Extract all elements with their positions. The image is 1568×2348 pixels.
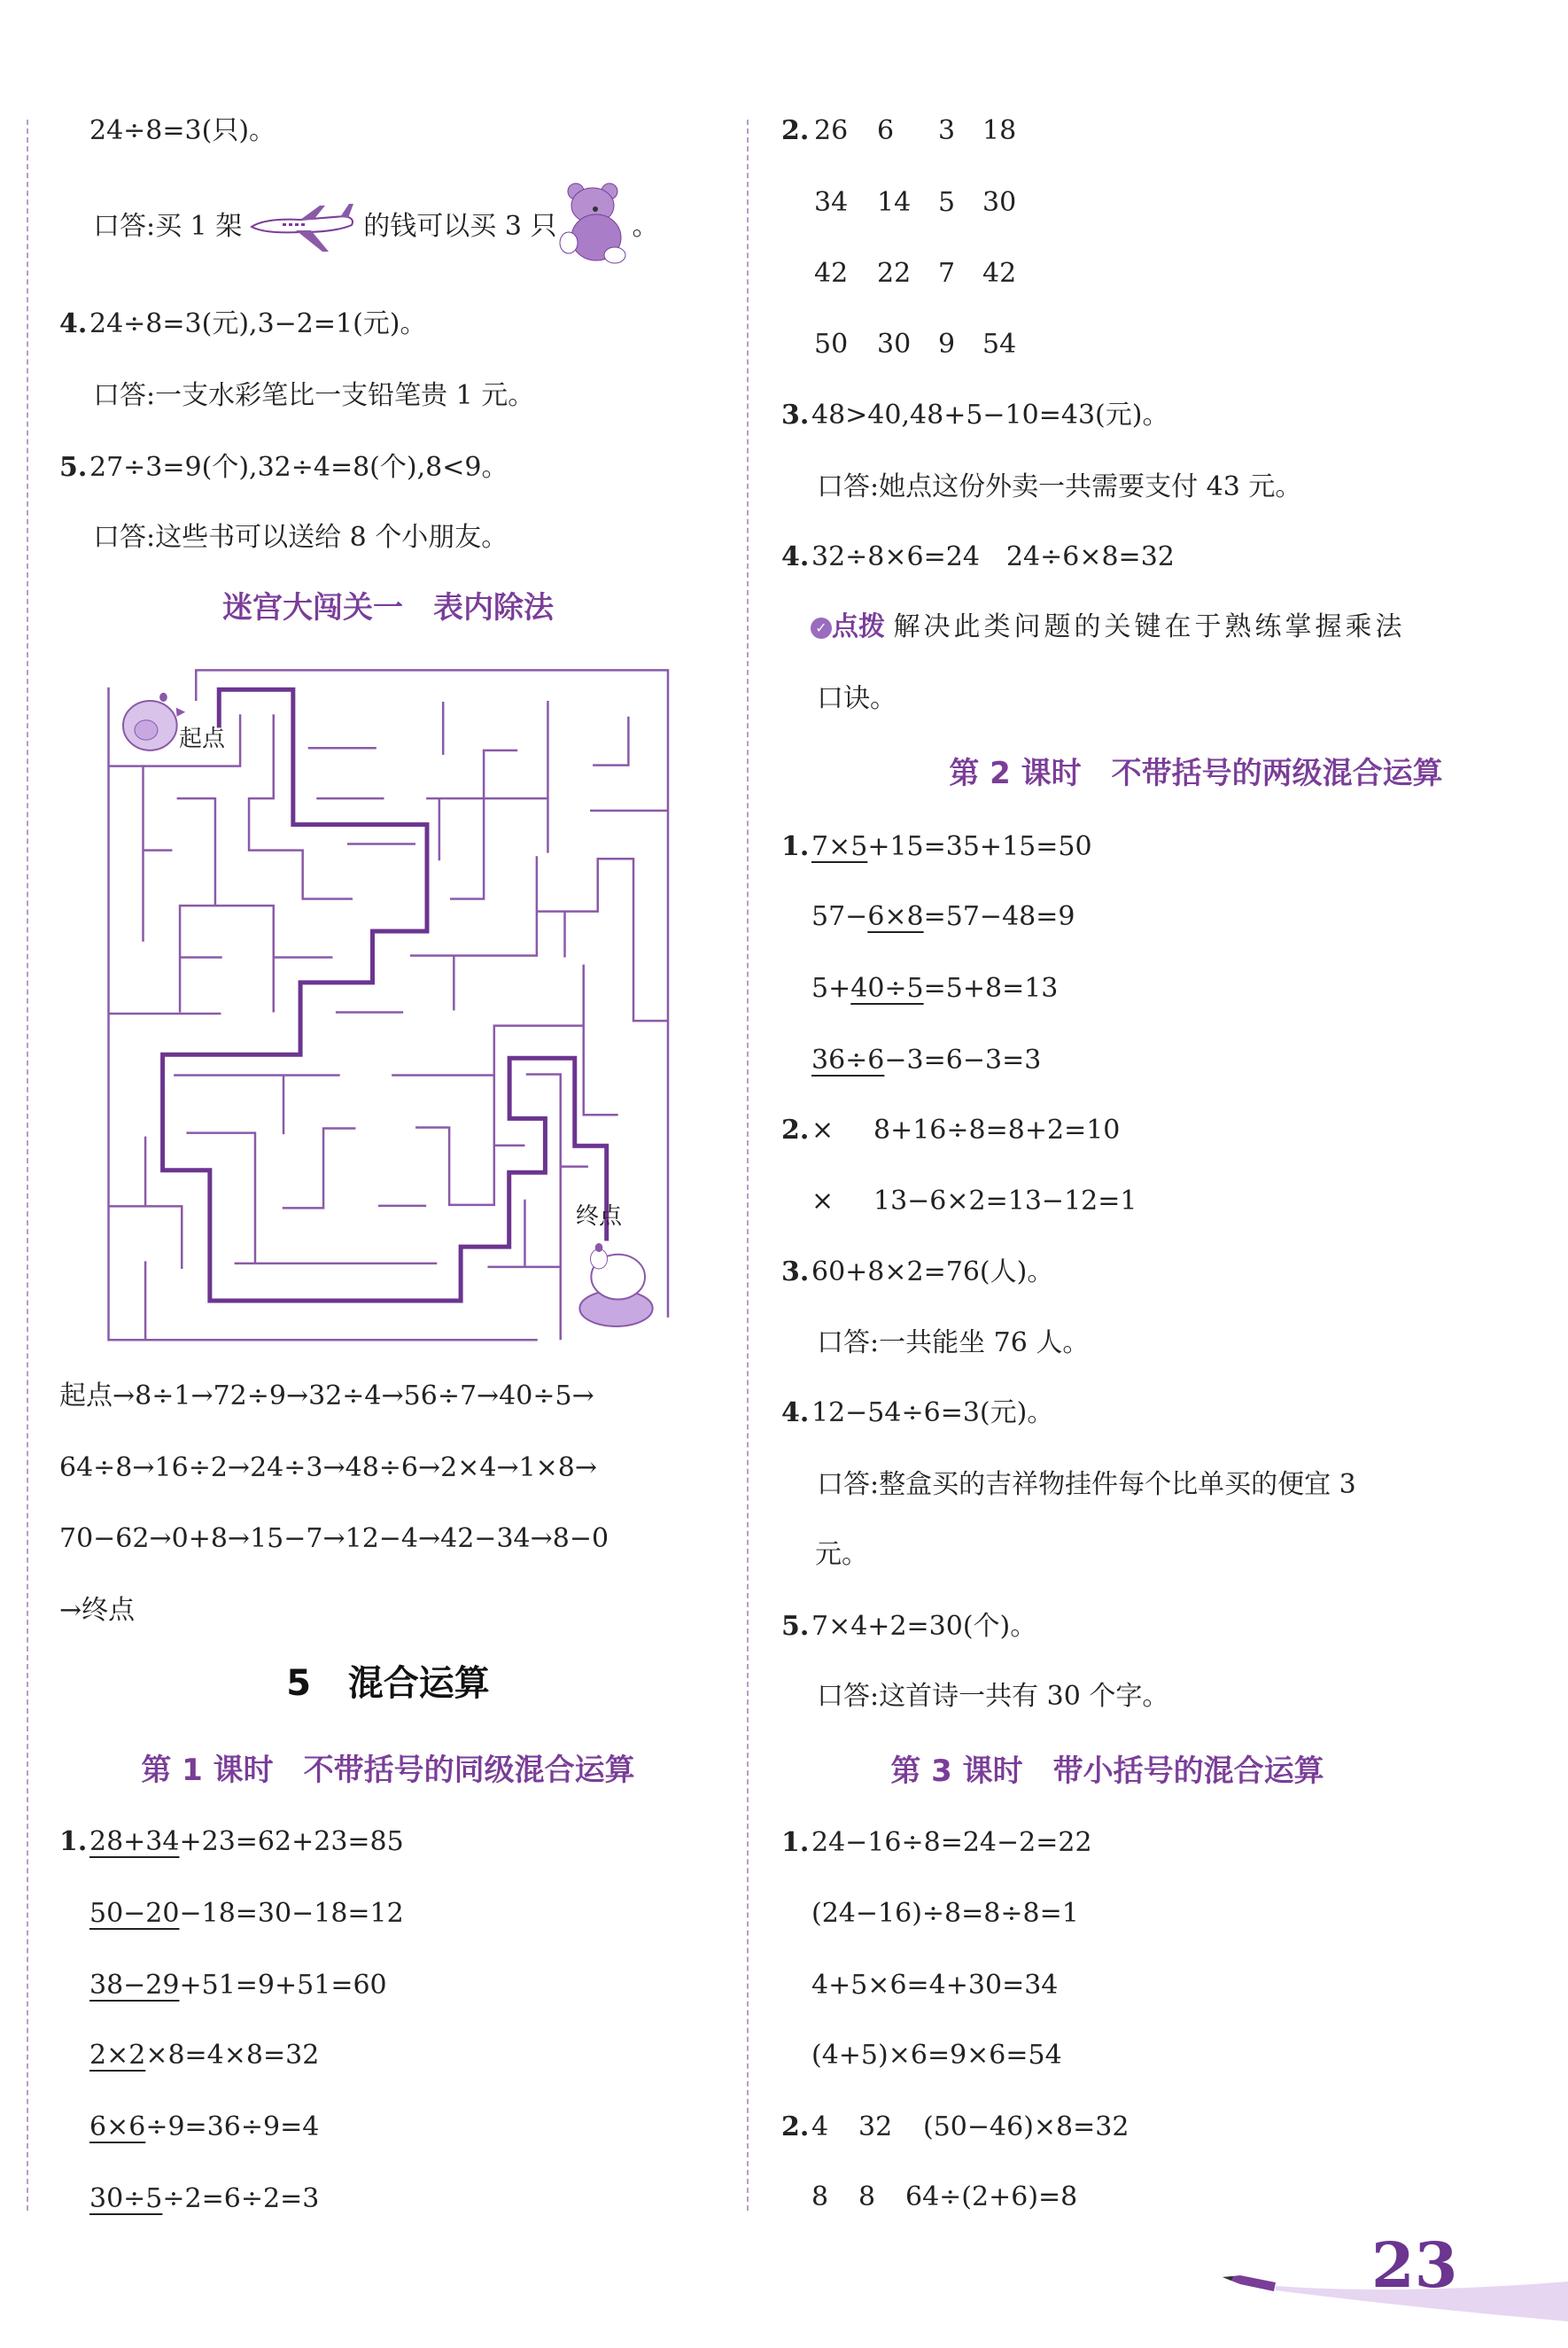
answer-cell: 42 (814, 258, 849, 289)
answer-cell: 30 (877, 329, 912, 360)
lesson-3-title: 第 3 课时 带小括号的混合运算 (890, 1753, 1324, 1789)
equation-line (89, 2110, 319, 2145)
tip-line (811, 610, 1406, 645)
tip-icon: ✓ (811, 618, 832, 639)
answer-row (781, 2180, 1224, 2215)
equation-rest: +15=35+15=50 (867, 831, 1092, 862)
answer-reply: 口答:一共能坐 76 人。 (817, 1327, 1090, 1358)
equation-pre: 5+ (811, 973, 851, 1004)
equation-line (59, 1824, 404, 1860)
underlined-step: 2×2 (89, 2040, 146, 2071)
answer-cell: 34 (814, 187, 849, 218)
answer-row (781, 2110, 1224, 2145)
question-number: 5. (781, 1611, 810, 1642)
answer-reply: 口答:这些书可以送给 8 个小朋友。 (93, 522, 508, 553)
underlined-step: 6×8 (867, 901, 924, 932)
answer-cell: 6 (877, 115, 895, 146)
equation: 60+8×2=76(人)。 (811, 1256, 1054, 1287)
answer-cell: 64÷(2+6)=8 (905, 2181, 1078, 2212)
page-number: 23 (1371, 2228, 1458, 2302)
hen-icon (579, 1243, 652, 1326)
equation: 12−54÷6=3(元)。 (811, 1397, 1054, 1428)
question-number: 2. (781, 1115, 810, 1146)
equation-line: (4+5)×6=9×6=54 (811, 2040, 1062, 2071)
answer-cell: 18 (982, 115, 1017, 146)
equation: 8+16÷8=8+2=10 (873, 1115, 1121, 1146)
reply-text: 口答:买 1 架 (93, 211, 243, 242)
airplane-icon (247, 200, 358, 253)
answer-cell: 5 (938, 187, 956, 218)
maze-route-line: 64÷8→16÷2→24÷3→48÷6→2×4→1×8→ (59, 1452, 598, 1483)
question-4 (59, 307, 427, 342)
answer-cell: 22 (877, 258, 912, 289)
question-number: 4. (59, 308, 88, 339)
unit-number: 5 (286, 1663, 312, 1704)
equation-line (811, 899, 1075, 935)
answer-cell: 26 (814, 115, 849, 146)
tip-text: 解决此类问题的关键在于熟练掌握乘法 (893, 611, 1406, 642)
equation-rest: −3=6−3=3 (884, 1045, 1042, 1076)
judgment-line (781, 1113, 1120, 1148)
maze-route-line: →终点 (59, 1595, 136, 1626)
question-4 (781, 540, 1175, 575)
wrong-mark: × (811, 1186, 834, 1217)
question-3 (781, 1255, 1053, 1290)
equation-line (89, 1968, 387, 2003)
answer-reply: 口答:她点这份外卖一共需要支付 43 元。 (817, 471, 1302, 502)
question-number: 4. (781, 541, 810, 572)
equation-rest: +51=9+51=60 (179, 1970, 387, 2001)
unit-title (286, 1661, 490, 1706)
question-4 (781, 1396, 1053, 1431)
answer-cell: 9 (938, 329, 956, 360)
question-number: 1. (59, 1826, 88, 1857)
answer-reply-continuation: 元。 (815, 1539, 868, 1570)
equation-pre: 57− (811, 901, 868, 932)
equation-line (781, 829, 1092, 865)
answer-cell: 42 (982, 258, 1017, 289)
equation-line (89, 2181, 319, 2217)
maze-end-label: 终点 (576, 1203, 623, 1230)
equation-rest: =57−48=9 (923, 901, 1075, 932)
equation: 32÷8×6=24 24÷6×8=32 (811, 541, 1175, 572)
question-5 (59, 450, 508, 486)
column-divider (747, 120, 749, 2211)
question-number: 2. (781, 115, 810, 146)
question-3 (781, 398, 1168, 433)
answer-cell: (50−46)×8=32 (923, 2111, 1129, 2142)
answer-cell: 7 (938, 258, 956, 289)
equation-line: 4+5×6=4+30=34 (811, 1970, 1059, 2001)
question-number: 3. (781, 1256, 810, 1287)
underlined-step: 30÷5 (89, 2183, 163, 2214)
lesson-1-title: 第 1 课时 不带括号的同级混合运算 (141, 1753, 635, 1788)
equation-rest: ÷2=6÷2=3 (162, 2183, 320, 2214)
underlined-step: 28+34 (89, 1826, 180, 1857)
wrong-mark: × (811, 1115, 834, 1146)
question-number: 5. (59, 452, 88, 483)
maze-solution-path (163, 689, 607, 1301)
underlined-step: 38−29 (89, 1970, 180, 2001)
equation-rest: −18=30−18=12 (179, 1898, 404, 1929)
equation-line (89, 2038, 319, 2073)
question-number: 3. (781, 400, 810, 431)
question-2-row (781, 185, 1047, 221)
chick-icon (123, 693, 185, 750)
equation-line (89, 1896, 404, 1932)
equation-line (811, 971, 1058, 1007)
equation-rest: =5+8=13 (923, 973, 1059, 1004)
question-number: 1. (781, 1827, 810, 1858)
answer-cell: 32 (858, 2111, 893, 2142)
underlined-step: 40÷5 (850, 973, 924, 1004)
equation: 48>40,48+5−10=43(元)。 (811, 400, 1169, 431)
underlined-step: 6×6 (89, 2111, 146, 2142)
underlined-step: 36÷6 (811, 1045, 885, 1076)
equation-rest: ×8=4×8=32 (145, 2040, 320, 2071)
answer-cell: 50 (814, 329, 849, 360)
answer-cell: 14 (877, 187, 912, 218)
question-number: 4. (781, 1397, 810, 1428)
left-margin-divider (27, 120, 28, 2211)
question-number: 2. (781, 2111, 810, 2142)
maze-route-line: 70−62→0+8→15−7→12−4→42−34→8−0 (59, 1523, 609, 1554)
underlined-step: 50−20 (89, 1898, 180, 1929)
answer-cell: 54 (982, 329, 1017, 360)
answer-cell: 8 (811, 2181, 829, 2212)
equation: 27÷3=9(个),32÷4=8(个),8<9。 (89, 452, 508, 483)
equation: 13−6×2=13−12=1 (873, 1186, 1137, 1217)
tip-label: 点拨 (832, 611, 885, 642)
equation-line (811, 1043, 1041, 1078)
lesson-2-title: 第 2 课时 不带括号的两级混合运算 (949, 756, 1443, 791)
unit-name: 混合运算 (347, 1663, 490, 1704)
answer-cell: 30 (982, 187, 1017, 218)
answer-cell: 4 (811, 2111, 829, 2142)
answer-cell: 8 (858, 2181, 876, 2212)
reply-text: 的钱可以买 3 只 (363, 211, 557, 242)
answer-cell: 3 (938, 115, 956, 146)
equation: 24−16÷8=24−2=22 (811, 1827, 1092, 1858)
question-2-row (781, 327, 1047, 362)
equation: 24÷8=3(元),3−2=1(元)。 (89, 308, 427, 339)
maze-start-label: 起点 (179, 726, 226, 752)
teddy-bear-icon (556, 181, 632, 265)
equation-line: (24−16)÷8=8÷8=1 (811, 1898, 1079, 1929)
answer-reply: 口答:一支水彩笔比一支铅笔贵 1 元。 (93, 380, 535, 411)
answer-reply: 口答:这首诗一共有 30 个字。 (817, 1681, 1169, 1712)
question-2-row (781, 256, 1047, 292)
answer-line: 24÷8=3(只)。 (89, 115, 276, 146)
equation-rest: +23=62+23=85 (179, 1826, 404, 1857)
equation-rest: ÷9=36÷9=4 (145, 2111, 320, 2142)
answer-3-reply (93, 209, 658, 245)
maze-route-line: 起点→8÷1→72÷9→32÷4→56÷7→40÷5→ (59, 1380, 594, 1411)
judgment-line (811, 1184, 1137, 1219)
reply-text: 。 (632, 211, 659, 242)
maze-walls (109, 670, 668, 1340)
maze-title: 迷宫大闯关一 表内除法 (222, 590, 554, 626)
question-number: 1. (781, 831, 810, 862)
question-5 (781, 1609, 1036, 1644)
answer-reply: 口答:整盒买的吉祥物挂件每个比单买的便宜 3 (817, 1469, 1356, 1500)
tip-continuation: 口诀。 (817, 683, 897, 714)
question-2-row (781, 113, 1047, 149)
equation: 7×4+2=30(个)。 (811, 1611, 1037, 1642)
equation-line (781, 1825, 1092, 1861)
underlined-step: 7×5 (811, 831, 868, 862)
